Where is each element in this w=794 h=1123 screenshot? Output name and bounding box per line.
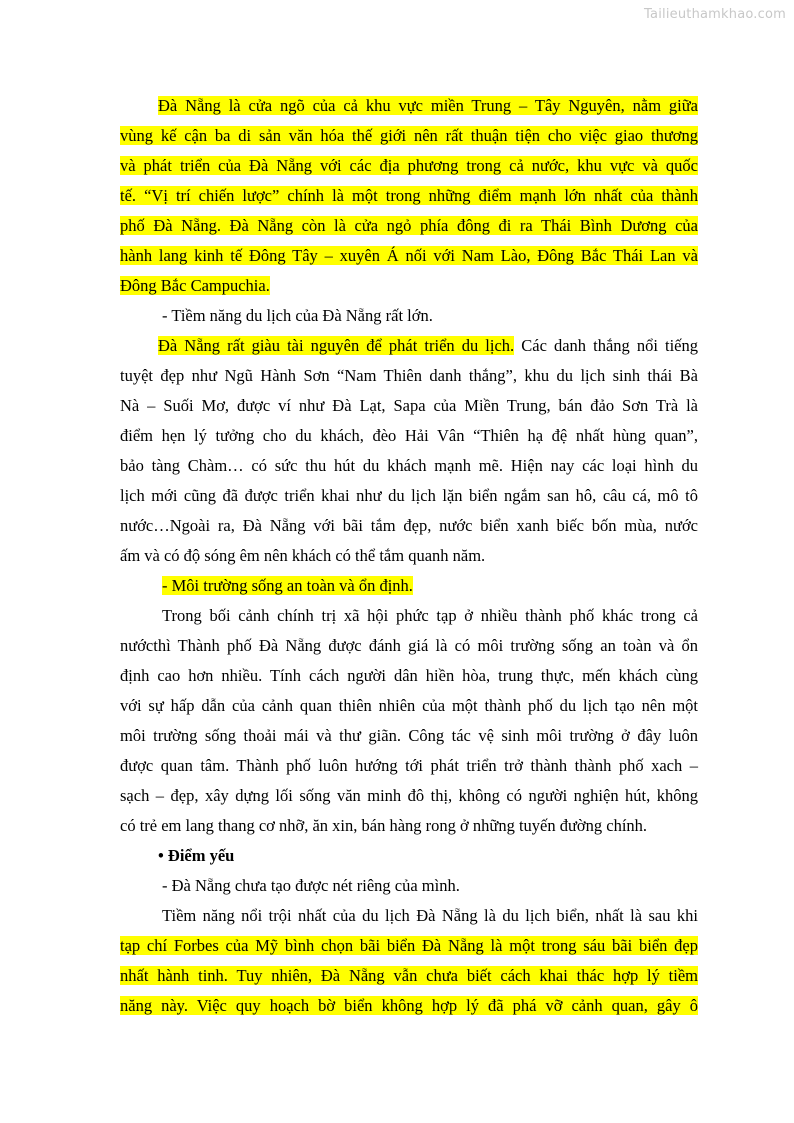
text-line: phố Đà Nẵng. Đà Nẵng còn là cửa ngỏ phía đông đi ra Thái Bình Dương của	[120, 216, 698, 235]
text-line: với sự hấp dẫn của cảnh quan thiên nhiên của một thành phố du lịch tạo nên một	[120, 696, 698, 715]
text-line: - Đà Nẵng chưa tạo được nét riêng của mình.	[162, 876, 460, 895]
text-line: ấm và có độ sóng êm nên khách có thể tắm quanh năm.	[120, 546, 486, 565]
heading-no-identity	[120, 871, 698, 901]
text-line: môi trường sống thoải mái và thư giãn. Công tác vệ sinh môi trường ở đây luôn	[120, 726, 698, 745]
text-line: lịch mới cũng đã được triển khai như du lịch lặn biển ngắm san hô, câu cá, mô tô	[120, 486, 698, 505]
text-line: tế. “Vị trí chiến lược” chính là một trong những điểm mạnh lớn nhất của thành	[120, 186, 698, 205]
text-line: Đà Nẵng là cửa ngõ của cả khu vực miền Trung – Tây Nguyên, nằm giữa	[158, 96, 698, 115]
text-line: có trẻ em lang thang cơ nhỡ, ăn xin, bán hàng rong ở những tuyến đường chính.	[120, 816, 648, 835]
document-page	[120, 91, 698, 1021]
text-line: Nà – Suối Mơ, được ví như Đà Lạt, Sapa của Miền Trung, bán đảo Sơn Trà là	[120, 396, 698, 415]
text-line: sạch – đẹp, xây dựng lối sống văn minh đô thị, không có người nghiện hút, không	[120, 786, 698, 805]
bullet-heading: • Điểm yếu	[158, 846, 235, 865]
paragraph-tourism	[120, 331, 698, 571]
text-line: nước…Ngoài ra, Đà Nẵng với bãi tắm đẹp, nước biển xanh biếc bốn mùa, nước	[120, 516, 698, 535]
heading-tourism-potential	[120, 301, 698, 331]
heading-safe-environment	[120, 571, 698, 601]
text-line: và phát triển của Đà Nẵng với các địa phương trong cả nước, khu vực và quốc	[120, 156, 698, 175]
text-line: Trong bối cảnh chính trị xã hội phức tạp ở nhiều thành phố khác trong cả	[162, 606, 698, 625]
text-line: - Môi trường sống an toàn và ổn định.	[162, 576, 413, 595]
text-line: bảo tàng Chàm… có sức thu hút du khách mạnh mẽ. Hiện nay các loại hình du	[120, 456, 698, 475]
paragraph-beach	[120, 901, 698, 1021]
text-line: nhất hành tinh. Tuy nhiên, Đà Nẵng vẫn chưa biết cách khai thác hợp lý tiềm	[120, 966, 698, 985]
text-line: điểm hẹn lý tưởng cho du khách, đèo Hải Vân “Thiên hạ đệ nhất hùng quan”,	[120, 426, 698, 445]
text-line: tạp chí Forbes của Mỹ bình chọn bãi biển Đà Nẵng là một trong sáu bãi biển đẹp	[120, 936, 698, 955]
text-line: hành lang kinh tế Đông Tây – xuyên Á nối với Nam Lào, Đông Bắc Thái Lan và	[120, 246, 698, 265]
text-line: Đông Bắc Campuchia.	[120, 276, 270, 295]
text-line: vùng kế cận ba di sản văn hóa thế giới nên rất thuận tiện cho việc giao thương	[120, 126, 698, 145]
text-line: Tiềm năng nổi trội nhất của du lịch Đà Nẵng là du lịch biển, nhất là sau khi	[162, 906, 698, 925]
text-line: Đà Nẵng rất giàu tài nguyên để phát triển du lịch. Các danh thắng nổi tiếng	[158, 336, 698, 355]
text-line: năng này. Việc quy hoạch bờ biển không hợp lý đã phá vỡ cảnh quan, gây ô	[120, 996, 698, 1015]
text-line: nướcthì Thành phố Đà Nẵng được đánh giá là có môi trường sống an toàn và ổn	[120, 636, 698, 655]
text-line: tuyệt đẹp như Ngũ Hành Sơn “Nam Thiên danh thắng”, khu du lịch sinh thái Bà	[120, 366, 698, 385]
paragraph-location	[120, 91, 698, 301]
text-line: định cao hơn nhiều. Tính cách người dân hiền hòa, trung thực, mến khách cùng	[120, 666, 698, 685]
text-line: - Tiềm năng du lịch của Đà Nẵng rất lớn.	[162, 306, 433, 325]
watermark: Tailieuthamkhao.com	[644, 7, 786, 22]
heading-weakness	[120, 841, 698, 871]
paragraph-environment	[120, 601, 698, 841]
text-line: được quan tâm. Thành phố luôn hướng tới phát triển trở thành thành phố xach –	[120, 756, 698, 775]
